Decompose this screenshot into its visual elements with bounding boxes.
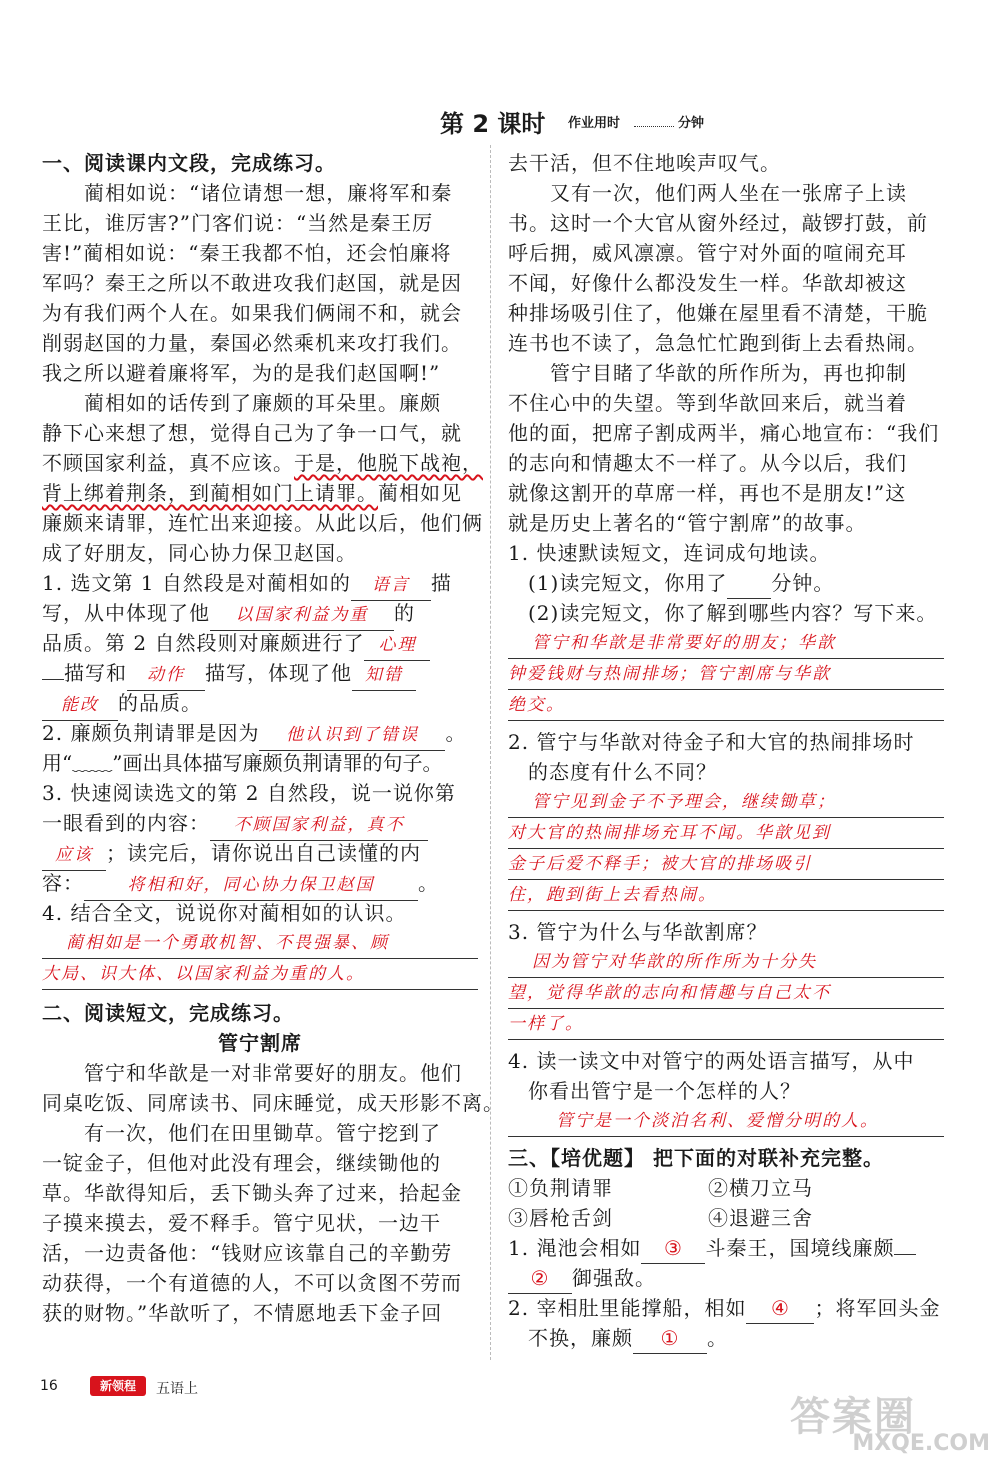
passage-line: 静下心来想了想，觉得自己为了争一口气，就 (42, 421, 462, 445)
question-4-line: 4. 结合全文，说说你对蔺相如的认识。 (42, 901, 407, 925)
right-question-1-line: (2)读完短文，你了解到哪些内容？写下来。 (528, 601, 938, 625)
answer-blank[interactable]: 以国家利益为重 (210, 600, 394, 631)
right-column (508, 148, 944, 1353)
question-1-line (42, 658, 478, 688)
answer-blank[interactable]: 心理 (364, 630, 430, 661)
passage-line: 害!”蔺相如说：“秦王我都不怕，还会怕廉将 (42, 241, 452, 265)
answer-blank[interactable]: 知错 (352, 660, 416, 691)
minutes-blank[interactable] (727, 568, 771, 599)
answer-line[interactable]: 管宁是一个淡泊名利、爱憎分明的人。 (508, 1106, 944, 1137)
passage-line: 蔺相如的话传到了廉颇的耳朵里。廉颇 (42, 391, 441, 415)
options-row (508, 1203, 944, 1233)
question-text: 2. 廉颇负荆请罪是因为 (42, 721, 260, 745)
brand-logo: 新领程 (90, 1376, 146, 1396)
story-line: 动获得，一个有道德的人，不可以贪图不劳而 (42, 1271, 462, 1295)
section-two-heading: 二、阅读短文，完成练习。 (42, 1001, 294, 1025)
answer-blank[interactable]: 动作 (127, 660, 205, 691)
question-text: 的 (394, 601, 415, 625)
page-number: 16 (40, 1378, 58, 1394)
story-line: 同桌吃饭、同席读书、同床睡觉，成天形影不离。 (42, 1091, 504, 1115)
question-2-line: 用“﹏﹏”画出具体描写廉颇负荆请罪的句子。 (42, 751, 443, 775)
question-text: 的品质。 (118, 691, 202, 715)
question-text: 品质。第 2 自然段则对廉颇进行了 (42, 631, 365, 655)
story-line: 书。这时一个大官从窗外经过，敲锣打鼓，前 (508, 211, 928, 235)
passage-line: 为有我们两个人在。如果我们俩闹不和，就会 (42, 301, 462, 325)
answer-line[interactable]: 大局、识大体、以国家利益为重的人。 (42, 959, 478, 990)
passage-line: 军吗？秦王之所以不敢进攻我们赵国，就是因 (42, 271, 462, 295)
book-name: 五语上 (156, 1381, 198, 1397)
couplet-2-line (508, 1293, 944, 1323)
question-text: 容： (42, 871, 84, 895)
answer-line[interactable]: 对大官的热闹排场充耳不闻。华歆见到 (508, 818, 944, 849)
watermark-logo (790, 1385, 990, 1455)
story-line: 又有一次，他们两人坐在一张席子上读 (508, 181, 907, 205)
story-line: 管宁和华歆是一对非常要好的朋友。他们 (42, 1061, 462, 1085)
time-unit: 分钟 (678, 116, 705, 131)
question-text: 1. 渑池会相如 (508, 1236, 642, 1260)
wavy-underlined-text: 背上绑着荆条，到蔺相如门上请罪。 (42, 481, 378, 505)
story-title: 管宁割席 (218, 1031, 302, 1055)
question-2-line (42, 718, 478, 748)
story-line: 的志向和情趣太不一样了。从今以后，我们 (508, 451, 907, 475)
passage-line: 削弱赵国的力量，秦国必然乘机来攻打我们。 (42, 331, 462, 355)
story-line: 连书也不读了，急急忙忙跑到街上去看热闹。 (508, 331, 928, 355)
right-question-2-line: 的态度有什么不同？ (528, 760, 717, 784)
answer-line[interactable]: 管宁和华歆是非常要好的朋友；华歆 (508, 628, 944, 659)
question-3-line (42, 808, 478, 838)
question-text: 。 (445, 721, 467, 745)
time-label: 作业用时 (568, 116, 621, 131)
question-text: 写，从中体现了他 (42, 601, 210, 625)
column-divider (490, 145, 491, 1360)
story-line: 他的面，把席子割成两半，痛心地宣布：“我们 (508, 421, 940, 445)
answer-line[interactable]: 望，觉得华歆的志向和情趣与自己太不 (508, 978, 944, 1009)
option-item: ④退避三舍 (708, 1206, 813, 1230)
lesson-header (0, 100, 1000, 140)
lesson-title: 第 2 课时 (440, 110, 546, 138)
answer-blank[interactable]: 将相和好，同心协力保卫赵国 (84, 870, 418, 901)
answer-blank[interactable]: ③ (641, 1233, 705, 1264)
story-line: 一锭金子，但他对此没有理会，继续锄他的 (42, 1151, 441, 1175)
option-item: ①负荆请罪 (508, 1176, 613, 1200)
options-row (508, 1173, 944, 1203)
passage-line: 廉颇来请罪，连忙出来迎接。从此以后，他们俩 (42, 511, 483, 535)
question-text: ；读完后，请你说出自己读懂的内 (106, 841, 421, 865)
option-item: ③唇枪舌剑 (508, 1206, 613, 1230)
passage-line (42, 448, 483, 478)
left-column (42, 148, 504, 1328)
passage-text: 蔺相如见 (378, 481, 462, 505)
question-text: 分钟。 (771, 571, 835, 595)
option-item: ②横刀立马 (708, 1176, 813, 1200)
passage-line: 我之所以避着廉将军，为的是我们赵国啊!” (42, 361, 441, 385)
story-line: 就像这割开的草席一样，再也不是朋友!”这 (508, 481, 907, 505)
answer-blank-start[interactable] (894, 1254, 916, 1255)
story-line: 子摸来摸去，爱不释手。管宁见状，一边干 (42, 1211, 441, 1235)
answer-blank[interactable]: 语言 (351, 570, 431, 601)
passage-line: 蔺相如说：“诸位请想一想，廉将军和秦 (42, 181, 453, 205)
answer-line[interactable]: 一样了。 (508, 1009, 944, 1040)
time-blank[interactable] (634, 112, 674, 127)
answer-blank[interactable]: 应该 (42, 840, 106, 871)
couplet-2-line (508, 1323, 944, 1353)
answer-line[interactable]: 绝交。 (508, 690, 944, 721)
question-1-line (42, 598, 478, 628)
question-text: 。 (418, 871, 439, 895)
story-line: 草。华歆得知后，丢下锄头奔了过来，拾起金 (42, 1181, 462, 1205)
story-line: 活，一边责备他：“钱财应该靠自己的辛勤劳 (42, 1241, 453, 1265)
question-text: 。 (707, 1326, 728, 1350)
passage-line: 成了好朋友，同心协力保卫赵国。 (42, 541, 357, 565)
answer-blank[interactable]: 他认识到了错误 (259, 720, 445, 751)
watermark-domain: MXQE.COM (852, 1431, 990, 1456)
section-one-heading: 一、阅读课内文段，完成练习。 (42, 151, 336, 175)
story-line: 管宁目睹了华歆的所作所为，再也抑制 (508, 361, 907, 385)
right-question-4-line: 你看出管宁是一个怎样的人？ (528, 1079, 801, 1103)
question-text: 御强敌。 (572, 1266, 656, 1290)
answer-line[interactable]: 蔺相如是一个勇敢机智、不畏强暴、顾 (42, 928, 478, 959)
right-question-1-line: 1. 快速默读短文，连词成句地读。 (508, 541, 831, 565)
story-line: 获的财物。”华歆听了，不情愿地丢下金子回 (42, 1301, 443, 1325)
answer-blank[interactable]: 能改 (42, 690, 118, 721)
right-question-1-line (508, 568, 944, 598)
question-text: 描 (430, 571, 452, 595)
story-line: 就是历史上著名的“管宁割席”的故事。 (508, 511, 867, 535)
story-line: 呼后拥，威风凛凛。管宁对外面的喧闹充耳 (508, 241, 907, 265)
answer-line[interactable]: 管宁见到金子不予理会，继续锄草； (508, 787, 944, 818)
answer-line[interactable]: 住，跑到街上去看热闹。 (508, 880, 944, 911)
question-1-line (42, 568, 478, 598)
question-3-line: 3. 快速阅读选文的第 2 自然段，说一说你第 (42, 781, 456, 805)
story-line: 种排场吸引住了，他嫌在屋里看不清楚，干脆 (508, 301, 928, 325)
story-line: 去干活，但不住地唉声叹气。 (508, 151, 781, 175)
story-line: 不住心中的失望。等到华歆回来后，就当着 (508, 391, 907, 415)
wavy-underlined-text: 于是，他脱下战袍， (294, 451, 483, 475)
question-text: 2. 宰相肚里能撑船，相如 (508, 1296, 747, 1320)
couplet-1-line (508, 1263, 944, 1293)
question-3-line (42, 838, 478, 868)
right-question-2-line: 2. 管宁与华歆对待金子和大官的热闹排场时 (508, 730, 915, 754)
answer-line[interactable]: 钟爱钱财与热闹排场；管宁割席与华歆 (508, 659, 944, 690)
answer-blank[interactable]: 不顾国家利益，真不 (210, 810, 428, 841)
question-1-line (42, 688, 478, 718)
couplet-1-line (508, 1233, 944, 1263)
question-text: 描写，体现了他 (205, 661, 352, 685)
question-text: 一眼看到的内容： (42, 811, 210, 835)
section-three-heading: 三、【培优题】 把下面的对联补充完整。 (508, 1146, 884, 1170)
story-line: 有一次，他们在田里锄草。管宁挖到了 (42, 1121, 441, 1145)
answer-line[interactable]: 因为管宁对华歆的所作所为十分失 (508, 947, 944, 978)
answer-blank-cont[interactable] (42, 679, 64, 680)
question-text: 1. 选文第 1 自然段是对蔺相如的 (42, 571, 351, 595)
watermark-text: 答案圈 (790, 1394, 916, 1440)
answer-blank[interactable]: ② (508, 1263, 572, 1294)
answer-line[interactable]: 金子后爱不释手；被大官的排场吸引 (508, 849, 944, 880)
passage-text: 不顾国家利益，真不应该。 (42, 451, 294, 475)
answer-blank[interactable]: ① (633, 1323, 707, 1354)
right-question-3-line: 3. 管宁为什么与华歆割席？ (508, 920, 768, 944)
question-text: (1)读完短文，你用了 (528, 571, 728, 595)
question-text: 不换，廉颇 (528, 1326, 633, 1350)
question-text: 斗秦王，国境线廉颇 (705, 1236, 895, 1260)
question-text: 描写和 (64, 661, 127, 685)
story-line: 不闻，好像什么都没发生一样。华歆却被这 (508, 271, 907, 295)
question-3-line (42, 868, 478, 898)
answer-blank[interactable]: ④ (746, 1293, 814, 1324)
question-1-line (42, 628, 478, 658)
passage-line (42, 478, 478, 508)
right-question-4-line: 4. 读一读文中对管宁的两处语言描写，从中 (508, 1049, 915, 1073)
question-text: ；将军回头金 (814, 1296, 941, 1320)
passage-line: 王比，谁厉害?”门客们说：“当然是秦王厉 (42, 211, 434, 235)
